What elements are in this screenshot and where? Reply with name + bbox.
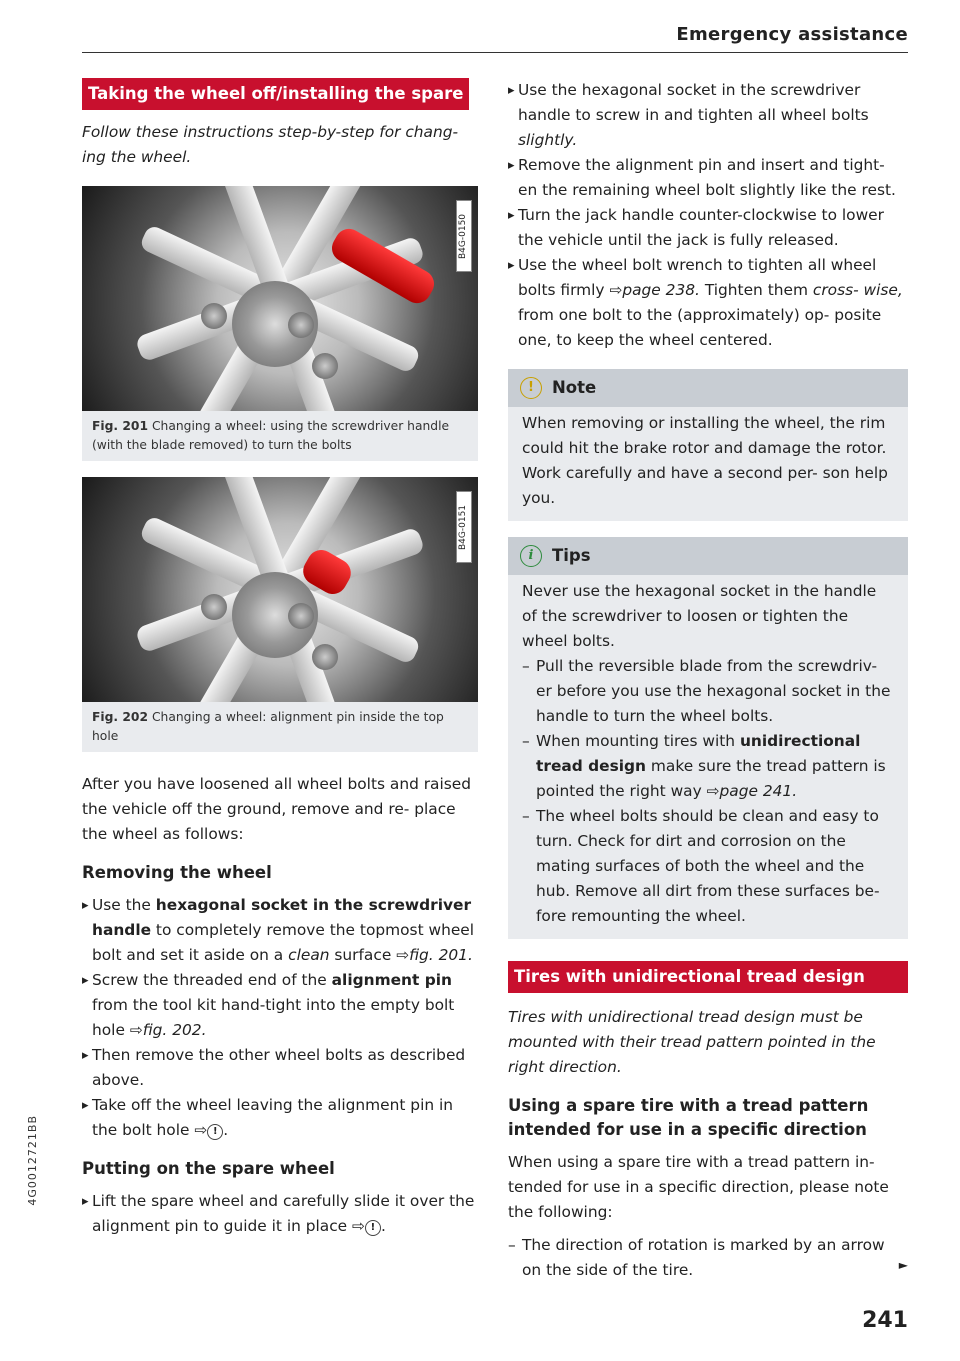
figure-id-label: B4G-0150 — [456, 200, 472, 272]
spare-tire-intro: When using a spare tire with a tread pattern in- tended for use in a specific direction, please note the following: — [508, 1153, 889, 1221]
note-text: When removing or installing the wheel, the rim could hit the brake rotor and damage the rotor. Work carefully and have a second per- son help you. — [522, 414, 888, 507]
info-icon: i — [520, 545, 542, 567]
tip-item: – When mounting tires with unidirectional tread design make sure the tread pattern is pointed the right way ⇨page 241. — [522, 729, 894, 804]
right-column — [508, 78, 908, 1283]
section-lead: Follow these instructions step-by-step for chang- ing the wheel. — [82, 123, 459, 166]
fig-202-link[interactable]: ⇨fig. 202. — [129, 1021, 207, 1039]
section-lead: Tires with unidirectional tread design must be mounted with their tread pattern pointed in the right direction. — [508, 1008, 876, 1076]
tips-title: Tips — [552, 546, 591, 565]
subheading-removing-wheel: Removing the wheel — [82, 863, 272, 882]
note-title: Note — [552, 378, 597, 397]
step-take-off-wheel: ▸ Take off the wheel leaving the alignment pin in the bolt hole ⇨ ! . — [82, 1093, 478, 1143]
step-tighten-slightly: ▸ Use the hexagonal socket in the screwdriver handle to screw in and tighten all wheel bolts slightly. — [508, 78, 908, 153]
figure-caption: Fig. 201 Changing a wheel: using the screwdriver handle (with the blade removed) to turn the bolts — [82, 411, 478, 461]
section-title-unidirectional: Tires with unidirectional tread design — [508, 961, 908, 993]
page-number: 241 — [862, 1308, 908, 1333]
step-lower-vehicle: ▸ Turn the jack handle counter-clockwise to lower the vehicle until the jack is fully released. — [508, 203, 908, 253]
rotation-arrow-note: – The direction of rotation is marked by an arrow on the side of the tire. — [508, 1233, 908, 1283]
margin-code: 4G0012721BB — [26, 1115, 39, 1206]
figure-201 — [82, 186, 478, 461]
note-box — [508, 369, 908, 521]
subheading-spare-tire: Using a spare tire with a tread pattern intended for use in a specific direction — [508, 1096, 869, 1139]
subheading-putting-on-spare: Putting on the spare wheel — [82, 1159, 335, 1178]
page-header-title: Emergency assistance — [676, 24, 908, 45]
tips-text: Never use the hexagonal socket in the handle of the screwdriver to loosen or tighten the wheel bolts. — [522, 582, 877, 650]
figure-caption: Fig. 202 Changing a wheel: alignment pin inside the top hole — [82, 702, 478, 752]
header-rule — [82, 52, 908, 53]
caution-icon: ! — [520, 377, 542, 399]
page-238-link[interactable]: ⇨page 238. — [609, 281, 700, 299]
left-column — [82, 78, 478, 1239]
step-insert-alignment-pin: ▸ Screw the threaded end of the alignment pin from the tool kit hand-tight into the empty bolt hole ⇨fig. 202. — [82, 968, 478, 1043]
section-title-wheel-change: Taking the wheel off/installing the spare — [82, 78, 469, 110]
step-remove-top-bolt: ▸ Use the hexagonal socket in the screwdriver handle to completely remove the topmost wheel bolt and set it aside on a clean surface ⇨fig. 201. — [82, 893, 478, 968]
step-remove-other-bolts: ▸ Then remove the other wheel bolts as described above. — [82, 1043, 478, 1093]
intro-paragraph: After you have loosened all wheel bolts and raised the vehicle off the ground, remove and re- place the wheel as follows: — [82, 775, 472, 843]
page-241-link[interactable]: ⇨page 241. — [706, 782, 798, 800]
figure-202 — [82, 477, 478, 752]
figure-id-label: B4G-0151 — [456, 491, 472, 563]
tip-item: – Pull the reversible blade from the screwdriv- er before you use the hexagonal socket in the handle to turn the wheel bolts. — [522, 654, 894, 729]
step-lift-spare: ▸ Lift the spare wheel and carefully slide it over the alignment pin to guide it in place ⇨ ! . — [82, 1189, 478, 1239]
tip-item: – The wheel bolts should be clean and easy to turn. Check for dirt and corrosion on the mating surfaces of both the wheel and the hub. Remove all dirt from these surfaces be- fore remounting the wheel. — [522, 804, 894, 929]
wheel-photo-screwdriver — [82, 186, 478, 411]
step-tighten-firmly: ▸ Use the wheel bolt wrench to tighten all wheel bolts firmly ⇨page 238. Tighten them cross- wise, from one bolt to the (approximately) op- posite one, to keep the wheel centered. — [508, 253, 908, 353]
caution-ref-icon[interactable]: ! — [207, 1124, 223, 1140]
fig-201-link[interactable]: ⇨fig. 201. — [396, 946, 473, 964]
tips-box — [508, 537, 908, 939]
wheel-photo-alignment-pin — [82, 477, 478, 702]
continued-arrow-icon: ► — [898, 1258, 908, 1272]
caution-ref-icon[interactable]: ! — [365, 1220, 381, 1236]
step-remove-pin: ▸ Remove the alignment pin and insert and tight- en the remaining wheel bolt slightly like the rest. — [508, 153, 908, 203]
